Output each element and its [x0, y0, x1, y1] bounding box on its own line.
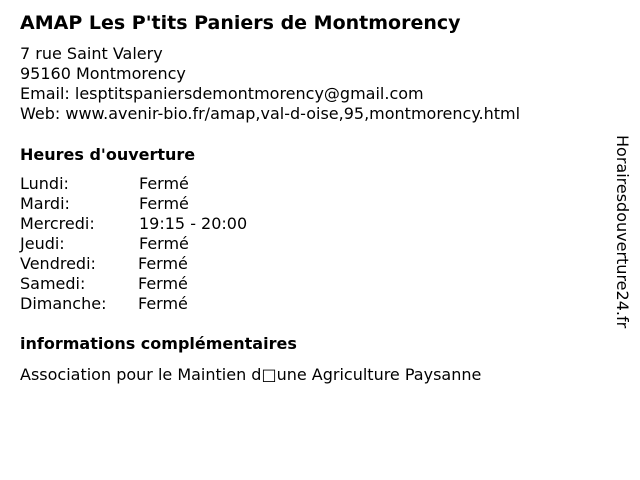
address-block	[20, 44, 520, 124]
time-value: Fermé	[138, 294, 188, 313]
time-value: Fermé	[139, 174, 189, 193]
day-label: Mercredi:	[20, 214, 95, 233]
day-label: Vendredi:	[20, 254, 96, 273]
site-watermark: Horairesdouverture24.fr	[613, 135, 632, 329]
time-value: Fermé	[139, 194, 189, 213]
email-line: Email: lesptitspaniersdemontmorency@gmail.com	[20, 84, 424, 103]
time-value: Fermé	[139, 234, 189, 253]
business-name: AMAP Les P'tits Paniers de Montmorency	[20, 12, 461, 34]
day-label: Lundi:	[20, 174, 69, 193]
postal-city: 95160 Montmorency	[20, 64, 186, 83]
day-label: Jeudi:	[20, 234, 65, 253]
hours-heading: Heures d'ouverture	[20, 145, 196, 164]
info-text: Association pour le Maintien d□une Agriculture Paysanne	[20, 365, 482, 384]
day-label: Dimanche:	[20, 294, 107, 313]
day-label: Mardi:	[20, 194, 70, 213]
day-label: Samedi:	[20, 274, 86, 293]
street-address: 7 rue Saint Valery	[20, 44, 163, 63]
time-value: 19:15 - 20:00	[139, 214, 248, 233]
info-heading: informations complémentaires	[20, 334, 297, 353]
web-line: Web: www.avenir-bio.fr/amap,val-d-oise,95,montmorency.html	[20, 104, 521, 123]
time-value: Fermé	[138, 274, 188, 293]
time-value: Fermé	[138, 254, 188, 273]
